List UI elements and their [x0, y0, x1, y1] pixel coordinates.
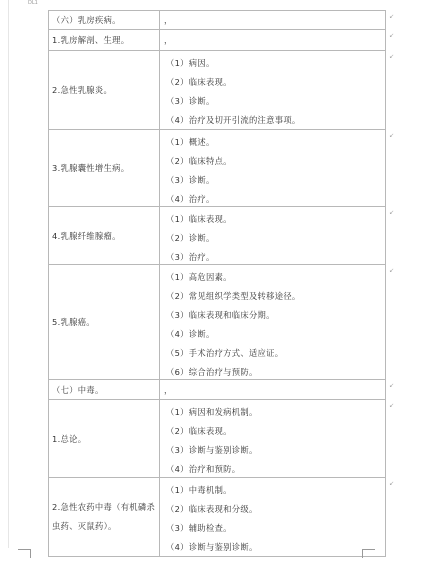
detail-item: （3）诊断与鉴别诊断。 — [166, 445, 258, 455]
page-header: DL1 — [28, 0, 38, 6]
row-end-mark: ↙ — [388, 53, 394, 60]
detail-item: （1）临床表现。 — [166, 214, 232, 224]
detail-item: （2）临床表现。 — [166, 77, 232, 87]
detail-item: （5）手术治疗方式、适应证。 — [166, 348, 284, 358]
detail-item: （1）病因。 — [166, 58, 215, 68]
topic-cell: 2.急性乳腺炎。 — [49, 51, 160, 129]
topic-cell: 5.乳腺癌。 — [49, 265, 160, 379]
detail-item: （1）概述。 — [166, 137, 215, 147]
detail-item: （3）治疗。 — [166, 252, 215, 262]
detail-item: （2）临床特点。 — [166, 156, 232, 166]
detail-cell — [160, 478, 385, 556]
syllabus-table — [48, 10, 394, 557]
topic-cell: 2.急性农药中毒（有机磷杀虫药、灭鼠药）。 — [49, 478, 160, 556]
row-end-mark: ↙ — [388, 13, 394, 20]
table-row — [48, 265, 394, 380]
detail-item: （3）诊断。 — [166, 175, 215, 185]
detail-item: （4）诊断与鉴别诊断。 — [166, 542, 258, 552]
detail-item: （4）诊断。 — [166, 329, 215, 339]
table-row — [48, 400, 394, 478]
detail-item: （3）辅助检查。 — [166, 523, 232, 533]
topic-cell: （六）乳房疾病。 — [49, 11, 160, 29]
detail-item: （2）临床表现和分级。 — [166, 504, 258, 514]
topic-cell: 3.乳腺囊性增生病。 — [49, 130, 160, 206]
table-row — [48, 130, 394, 207]
detail-cell — [160, 130, 385, 206]
detail-cell: ， — [164, 35, 173, 45]
row-end-mark: ↙ — [388, 267, 394, 274]
detail-cell — [160, 265, 385, 379]
crop-mark-right — [362, 549, 375, 558]
row-end-mark: ↙ — [388, 209, 394, 216]
detail-item: （4）治疗和预防。 — [166, 464, 241, 474]
row-end-mark: ↙ — [388, 32, 394, 39]
topic-cell: 1.乳房解剖、生理。 — [49, 30, 160, 50]
detail-item: （2）诊断。 — [166, 233, 215, 243]
row-end-mark: ↙ — [388, 402, 394, 409]
topic-cell: （七）中毒。 — [49, 380, 160, 399]
detail-item: （1）病因和发病机制。 — [166, 407, 258, 417]
topic-cell: 1.总论。 — [49, 400, 160, 477]
detail-item: （2）临床表现。 — [166, 426, 232, 436]
table-row — [48, 380, 394, 400]
table-row — [48, 207, 394, 265]
detail-item: （3）诊断。 — [166, 96, 215, 106]
row-end-mark: ↙ — [388, 382, 394, 389]
detail-item: （3）临床表现和临床分期。 — [166, 310, 275, 320]
detail-cell — [160, 51, 385, 129]
detail-item: （4）治疗。 — [166, 194, 215, 204]
table-row — [48, 30, 394, 51]
detail-cell — [160, 207, 385, 264]
detail-cell: ， — [164, 384, 173, 395]
crop-mark-left — [18, 549, 31, 558]
detail-item: （4）治疗及切开引流的注意事项。 — [166, 115, 301, 125]
detail-item: （1）中毒机制。 — [166, 485, 232, 495]
detail-cell — [160, 400, 385, 477]
detail-item: （1）高危因素。 — [166, 272, 232, 282]
margin-rule — [8, 0, 9, 548]
detail-cell: ， — [164, 15, 173, 25]
detail-item: （6）综合治疗与预防。 — [166, 367, 258, 377]
table-row — [48, 478, 394, 557]
table-row — [48, 51, 394, 130]
row-end-mark: ↙ — [388, 480, 394, 487]
topic-cell: 4.乳腺纤维腺瘤。 — [49, 207, 160, 264]
table-row — [48, 11, 394, 30]
row-end-mark: ↙ — [388, 132, 394, 139]
detail-item: （2）常见组织学类型及转移途径。 — [166, 291, 301, 301]
